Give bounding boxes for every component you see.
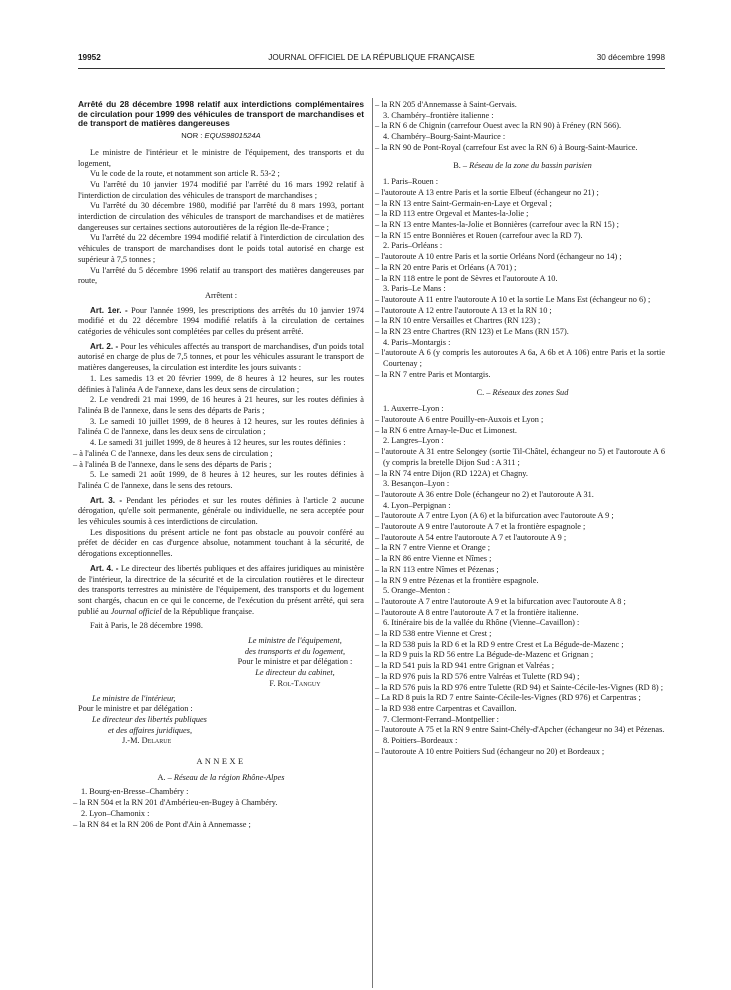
signatory-initial: J.-M. (122, 736, 140, 746)
preamble-paragraph: Le ministre de l'intérieur et le ministre de l'équipement, des transports et du logement, (78, 147, 364, 168)
route-heading: 3. Chambéry–frontière italienne : (383, 110, 494, 120)
arretent-heading: Arrêtent : (204, 290, 238, 300)
article-2-text: Pour les véhicules affectés au transport de marchandises, d'un poids total autorisé en charge de plus de 7,5 tonnes, et pour les véhicules assurant le transport de matières dangereuses, la circulation est interdite les jours suivants : (78, 341, 364, 373)
route-item: – la RN 6 entre Arnay-le-Duc et Limonest. (375, 425, 517, 435)
route-item: – l'autoroute A 36 entre Dole (échangeur no 2) et l'autoroute A 31. (375, 489, 594, 499)
signatory-initial: F. (269, 678, 276, 688)
route-item: – la RN 118 entre le pont de Sèvres et l'autoroute A 10. (375, 273, 558, 283)
article-2-label: Art. 2. - (90, 341, 119, 351)
preamble-paragraph: Vu l'arrêté du 22 décembre 1994 modifié relatif à l'interdiction de circulation des véhicules de transport de marchandises dont le poids total autorisé en charge est supérieur à 7,5 tonnes ; (78, 233, 364, 264)
route-heading: 1. Bourg-en-Bresse–Chambéry : (81, 787, 189, 797)
route-item: – l'autoroute A 10 entre Poitiers Sud (échangeur no 20) et Bordeaux ; (375, 746, 605, 756)
left-column (73, 99, 365, 830)
article-2-subitem: – à l'alinéa B de l'annexe, dans le sens des départs de Paris ; (73, 459, 272, 469)
route-heading: 4. Chambéry–Bourg-Saint-Maurice : (383, 132, 506, 142)
route-item: – la RN 205 d'Annemasse à Saint-Gervais. (375, 100, 517, 109)
route-item: – l'autoroute A 11 entre l'autoroute A 10 et la sortie Le Mans Est (échangeur no 6) ; (375, 294, 651, 304)
article-2-item: 3. Le samedi 10 juillet 1999, de 8 heures à 12 heures, sur les routes définies à l'alinéa C de l'annexe, dans les deux sens de circulation ; (78, 416, 364, 437)
route-item: – l'autoroute A 7 entre l'autoroute A 9 et la bifurcation avec l'autoroute A 8 ; (375, 596, 626, 606)
section-b-list (375, 177, 665, 380)
route-item: – la RN 23 entre Chartres (RN 123) et Le Mans (RN 157). (375, 327, 569, 337)
route-item: – la RN 10 entre Versailles et Chartres (RN 123) ; (375, 316, 541, 326)
route-heading: 5. Orange–Menton : (383, 586, 451, 596)
article-4-text-end: de la République française. (163, 606, 255, 616)
section-b-title: Réseau de la zone du bassin parisien (469, 160, 592, 170)
right-column (375, 100, 665, 757)
route-item: – l'autoroute A 6 (y compris les autoroutes A 6a, A 6b et A 106) entre Paris et la sortie Courtenay ; (375, 348, 665, 369)
header-rule (78, 68, 665, 69)
route-item: – l'autoroute A 8 entre l'autoroute A 7 et la frontière italienne. (375, 607, 579, 617)
section-c-title: Réseaux des zones Sud (492, 387, 569, 397)
journal-title: JOURNAL OFFICIEL DE LA RÉPUBLIQUE FRANÇAISE (268, 53, 475, 62)
article-2-subitem: – à l'alinéa C de l'annexe, dans les deux sens de circulation ; (73, 448, 273, 458)
route-item: – l'autoroute A 10 entre Paris et la sortie Orléans Nord (échangeur no 14) ; (375, 252, 622, 262)
route-item: – la RN 15 entre Bonnières et Rouen (carrefour avec la RD 7). (375, 230, 583, 240)
route-heading: 6. Itinéraire bis de la vallée du Rhône (Vienne–Cavaillon) : (383, 618, 580, 628)
route-item: – la RN 90 de Pont-Royal (carrefour Est avec la RN 6) à Bourg-Saint-Maurice. (375, 142, 638, 152)
route-heading: 4. Lyon–Perpignan : (383, 500, 451, 510)
route-item: – la RN 13 entre Saint-Germain-en-Laye et Orgeval ; (375, 198, 552, 208)
route-item: – la RD 113 entre Orgeval et Mantes-la-Jolie ; (375, 209, 529, 219)
route-heading: 7. Clermont-Ferrand–Montpellier : (383, 714, 499, 724)
article-2-item: 1. Les samedis 13 et 20 février 1999, de 8 heures à 12 heures, sur les routes définies à l'alinéa A de l'annexe, dans les deux sens de circulation ; (78, 373, 364, 394)
decree-title: Arrêté du 28 décembre 1998 relatif aux interdictions complémentaires de circulation pour 1999 des véhicules de transport de marchandises et de transport de matières dangereuses (78, 99, 364, 129)
signature-line: Le ministre de l'intérieur, (92, 693, 176, 703)
journal-officiel-ref: Journal officiel (110, 606, 162, 616)
route-item: – l'autoroute A 31 entre Selongey (sortie Til-Châtel, échangeur no 5) et l'autoroute A 6 (y compris la bretelle Dijon Sud : A 311 ; (375, 447, 665, 467)
nor-reference (78, 131, 364, 142)
section-b-heading (380, 161, 665, 172)
preamble-paragraph: Vu l'arrêté du 30 décembre 1980, modifié par l'arrêté du 8 mars 1993, portant interdiction de circulation des véhicules de transport de marchandises et de matières dangereuses sur certaines sections autoroutières de la région Ile-de-France ; (78, 201, 364, 232)
route-heading: 8. Poitiers–Bordeaux : (383, 736, 458, 746)
route-item: – la RN 6 de Chignin (carrefour Ouest avec la RN 90) à Fréney (RN 566). (375, 121, 622, 131)
route-item: – l'autoroute A 12 entre l'autoroute A 13 et la RN 10 ; (375, 305, 552, 315)
signature-equipement (78, 636, 364, 690)
article-1-text: Pour l'année 1999, les prescriptions des arrêtés du 10 janvier 1974 modifié et du 22 décembre 1994 modifié relatifs à la circulation de certaines catégories de véhicules sont complétées par celles du présent arrêté. (78, 305, 365, 337)
page-header (78, 53, 665, 67)
route-item: – l'autoroute A 7 entre Lyon (A 6) et la bifurcation avec l'autoroute A 9 ; (375, 511, 614, 521)
section-a-title: Réseau de la région Rhône-Alpes (173, 772, 285, 782)
page-number: 19952 (78, 53, 101, 62)
signature-line: Le directeur des libertés publiques (92, 714, 207, 724)
route-item: – la RN 9 entre Pézenas et la frontière espagnole. (375, 575, 539, 585)
article-4 (78, 564, 364, 618)
route-heading: 3. Besançon–Lyon : (383, 479, 450, 489)
section-c-heading (380, 388, 665, 399)
route-item: – la RD 976 puis la RD 576 entre Valréas et Tulette (RD 94) ; (375, 671, 580, 681)
issue-date: 30 décembre 1998 (596, 53, 665, 62)
section-a-prefix: A. – (157, 772, 172, 782)
article-4-label: Art. 4. - (90, 563, 119, 573)
preamble (78, 148, 364, 287)
route-item: – la RD 576 puis la RD 976 entre Tulette (RD 94) et Sainte-Cécile-les-Vignes (RD 8) ; (375, 682, 664, 692)
section-a-heading (78, 773, 364, 784)
route-heading: 1. Auxerre–Lyon : (383, 404, 444, 414)
article-2-item: 4. Le samedi 31 juillet 1999, de 8 heures à 12 heures, sur les routes définies : (90, 438, 346, 448)
article-3-text: Pendant les périodes et sur les routes définies à l'article 2 aucune dérogation, qu'elle soit permanente, générale ou individuelle, ne sera acceptée pour les véhicules soumis à ces interdictions de circulation. (78, 495, 365, 527)
signing-place-date: Fait à Paris, le 28 décembre 1998. (90, 621, 203, 631)
signatory-surname: Rol-Tanguy (277, 678, 321, 688)
article-1-label: Art. 1er. - (90, 305, 128, 315)
route-item: – la RN 504 et la RN 201 d'Ambérieu-en-Bugey à Chambéry. (73, 798, 278, 808)
signature-line: des transports et du logement, (244, 646, 346, 656)
route-heading: 4. Paris–Montargis : (383, 337, 451, 347)
route-item: – la RD 938 entre Carpentras et Cavaillon. (375, 703, 517, 713)
route-item: – l'autoroute A 13 entre Paris et la sortie Elbeuf (échangeur no 21) ; (375, 187, 599, 197)
route-item: – la RN 20 entre Paris et Orléans (A 701) ; (375, 262, 517, 272)
route-heading: 1. Paris–Rouen : (383, 177, 439, 187)
signatory-name (226, 679, 364, 690)
preamble-paragraph: Vu l'arrêté du 10 janvier 1974 modifié par l'arrêté du 16 mars 1992 relatif à l'interdiction de circulation des véhicules de transport de marchandises ; (78, 179, 364, 200)
route-item: – la RN 7 entre Paris et Montargis. (375, 369, 491, 379)
section-a-list (73, 787, 364, 830)
route-item: – l'autoroute A 9 entre l'autoroute A 7 et la frontière espagnole ; (375, 522, 586, 532)
route-item: – la RN 86 entre Vienne et Nîmes ; (375, 554, 492, 564)
route-item: – la RN 13 entre Mantes-la-Jolie et Bonnières (carrefour avec la RN 15) ; (375, 220, 619, 230)
route-item: – la RN 7 entre Vienne et Orange ; (375, 543, 491, 553)
annexe-heading: ANNEXE (196, 757, 246, 767)
route-item: – l'autoroute A 75 et la RN 9 entre Saint-Chély-d'Apcher (échangeur no 34) et Pézenas. (375, 725, 665, 735)
article-3-label: Art. 3. - (90, 495, 123, 505)
preamble-paragraph: Vu le code de la route, et notamment son article R. 53-2 ; (90, 169, 280, 179)
route-item: – La RD 8 puis la RD 7 entre Sainte-Cécile-les-Vignes (RD 976) et Carpentras ; (375, 693, 641, 703)
route-item: – l'autoroute A 6 entre Pouilly-en-Auxois et Lyon ; (375, 414, 544, 424)
route-heading: 2. Langres–Lyon : (383, 436, 444, 446)
route-heading: 2. Paris–Orléans : (383, 241, 443, 251)
route-item: – la RD 541 puis la RD 941 entre Grignan et Valréas ; (375, 661, 555, 671)
article-3-paragraph: Les dispositions du présent article ne font pas obstacle au pouvoir conféré au préfet de décider en cas d'urgence absolue, notamment touchant à la sécurité, de dérogations exceptionnelles. (78, 527, 364, 559)
signature-line: et des affaires juridiques, (108, 725, 193, 735)
nor-label: NOR : (181, 131, 203, 141)
article-3 (78, 496, 364, 528)
article-2 (78, 342, 364, 374)
section-c-list (375, 404, 665, 757)
signature-line: Le ministre de l'équipement, (248, 636, 342, 646)
route-heading: 3. Paris–Le Mans : (383, 284, 446, 294)
route-item: – l'autoroute A 54 entre l'autoroute A 7 et l'autoroute A 9 ; (375, 532, 567, 542)
route-item: – la RD 538 entre Vienne et Crest ; (375, 629, 492, 639)
signature-line: Le directeur du cabinet, (255, 668, 335, 678)
article-2-item: 2. Le vendredi 21 mai 1999, de 16 heures à 21 heures, sur les routes définies à l'alinéa B de l'annexe, dans le sens des départs de Paris ; (78, 395, 364, 415)
signature-interieur (78, 694, 364, 748)
article-2-item: 5. Le samedi 21 août 1999, de 8 heures à 12 heures, sur les routes définies à l'alinéa C de l'annexe, dans le sens des retours. (78, 470, 364, 490)
signature-line: Pour le ministre et par délégation : (78, 704, 193, 714)
signature-line: Pour le ministre et par délégation : (237, 657, 353, 667)
route-item: – la RN 74 entre Dijon (RD 122A) et Chagny. (375, 468, 528, 478)
signatory-name (78, 736, 364, 747)
nor-code: EQUS9801524A (204, 131, 261, 141)
article-4-text: Le directeur des libertés publiques et des affaires juridiques au ministère de l'intérieur, la directrice de la sécurité et de la circulation routières et le directeur des transports terrestres au ministère de l'équipement, des transports et du logement sont chargés, chacun en ce qui le concerne, de l'exécution du présent arrêté, qui sera publié au (78, 563, 364, 616)
column-divider (372, 98, 373, 988)
signatory-surname: Delarue (141, 736, 172, 746)
section-a-continued (375, 100, 665, 154)
route-item: – la RN 113 entre Nîmes et Pézenas ; (375, 564, 499, 574)
section-b-prefix: B. – (453, 160, 468, 170)
route-item: – la RD 538 puis la RD 6 et la RD 9 entre Crest et La Bégude-de-Mazenc ; (375, 639, 624, 649)
section-c-prefix: C. – (476, 387, 491, 397)
preamble-paragraph: Vu l'arrêté du 5 décembre 1996 relatif au transport des matières dangereuses par route, (78, 265, 364, 286)
route-heading: 2. Lyon–Chamonix : (81, 808, 150, 818)
route-item: – la RN 84 et la RN 206 de Pont d'Ain à Annemasse ; (73, 819, 251, 829)
article-1 (78, 306, 364, 338)
route-item: – la RD 9 puis la RD 56 entre La Bégude-de-Mazenc et Grignan ; (375, 650, 594, 660)
